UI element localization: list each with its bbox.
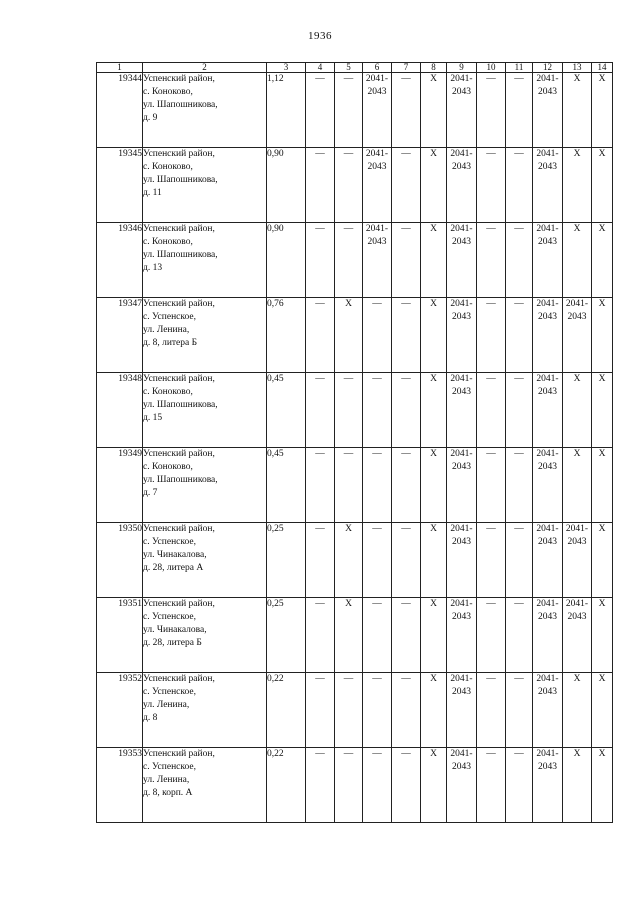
data-cell: —	[477, 523, 506, 598]
year-range-part: 2041-	[450, 674, 473, 684]
page-number: 1936	[308, 30, 332, 42]
data-cell: —	[306, 298, 335, 373]
table-row	[97, 73, 613, 148]
data-cell	[447, 298, 477, 373]
year-range-part: 2043	[452, 387, 471, 397]
data-cell: —	[306, 148, 335, 223]
data-cell	[563, 523, 592, 598]
data-cell: X	[592, 73, 613, 148]
table-header	[97, 63, 613, 73]
year-range-part: 2041-	[565, 524, 589, 534]
data-cell: X	[421, 223, 447, 298]
data-cell: —	[477, 673, 506, 748]
area-value: 1,12	[267, 73, 306, 148]
table-row	[97, 448, 613, 523]
address-line: д. 28, литера Б	[143, 638, 202, 648]
data-cell: —	[306, 523, 335, 598]
table-row	[97, 598, 613, 673]
table-body	[97, 73, 613, 823]
address-line: ул. Шапошникова,	[143, 475, 218, 485]
year-range-part: 2041-	[365, 74, 389, 84]
data-cell: —	[506, 223, 533, 298]
data-cell: —	[363, 598, 392, 673]
column-header: 8	[421, 63, 447, 73]
address-line: Успенский район,	[143, 74, 215, 84]
data-cell: X	[563, 73, 592, 148]
year-range-part: 2043	[538, 462, 557, 472]
column-header: 2	[143, 63, 267, 73]
year-range-part: 2043	[538, 762, 557, 772]
record-number: 19353	[97, 748, 143, 823]
table-row	[97, 673, 613, 748]
data-cell: —	[392, 148, 421, 223]
data-cell: —	[392, 298, 421, 373]
data-cell: —	[477, 148, 506, 223]
address-line: с. Коноково,	[143, 87, 193, 97]
data-cell: X	[563, 373, 592, 448]
year-range-part: 2041-	[536, 74, 559, 84]
data-cell	[533, 748, 563, 823]
address-line: ул. Чинакалова,	[143, 625, 207, 635]
data-cell: —	[506, 748, 533, 823]
data-cell: —	[335, 373, 363, 448]
data-cell: —	[506, 523, 533, 598]
data-cell: —	[506, 298, 533, 373]
address-line: д. 15	[143, 413, 163, 423]
data-cell	[533, 673, 563, 748]
data-cell: X	[335, 598, 363, 673]
address-line: ул. Ленина,	[143, 325, 190, 335]
address-line: Успенский район,	[143, 224, 215, 234]
year-range-part: 2043	[367, 237, 387, 247]
data-cell: —	[392, 223, 421, 298]
column-header: 11	[506, 63, 533, 73]
address-cell	[143, 598, 267, 673]
address-line: с. Успенское,	[143, 312, 196, 322]
area-value: 0,25	[267, 598, 306, 673]
area-value: 0,25	[267, 523, 306, 598]
data-cell: —	[363, 448, 392, 523]
data-cell: —	[477, 298, 506, 373]
table-row	[97, 748, 613, 823]
year-range-part: 2041-	[536, 224, 559, 234]
data-cell: —	[506, 673, 533, 748]
record-number: 19349	[97, 448, 143, 523]
address-cell	[143, 73, 267, 148]
year-range-part: 2043	[538, 537, 557, 547]
data-cell: —	[477, 598, 506, 673]
data-cell: —	[335, 748, 363, 823]
data-cell: —	[335, 448, 363, 523]
column-header: 9	[447, 63, 477, 73]
data-cell: X	[421, 748, 447, 823]
year-range-part: 2043	[367, 87, 387, 97]
address-line: Успенский район,	[143, 599, 215, 609]
data-cell	[563, 298, 592, 373]
data-cell: —	[335, 223, 363, 298]
year-range-part: 2043	[567, 612, 587, 622]
column-header: 4	[306, 63, 335, 73]
address-cell	[143, 448, 267, 523]
year-range-part: 2041-	[450, 524, 473, 534]
data-cell	[533, 448, 563, 523]
address-line: Успенский район,	[143, 149, 215, 159]
data-cell: X	[592, 673, 613, 748]
data-cell: X	[592, 598, 613, 673]
address-line: ул. Шапошникова,	[143, 250, 218, 260]
year-range-part: 2041-	[450, 299, 473, 309]
address-line: с. Успенское,	[143, 537, 196, 547]
data-cell: X	[421, 673, 447, 748]
header-row	[97, 63, 613, 73]
address-line: Успенский район,	[143, 449, 215, 459]
area-value: 0,22	[267, 673, 306, 748]
column-header: 3	[267, 63, 306, 73]
data-cell	[447, 748, 477, 823]
address-line: д. 8, корп. А	[143, 788, 193, 798]
year-range-part: 2041-	[450, 449, 473, 459]
data-cell: —	[506, 598, 533, 673]
column-header: 7	[392, 63, 421, 73]
address-line: Успенский район,	[143, 749, 215, 759]
address-line: Успенский район,	[143, 299, 215, 309]
year-range-part: 2043	[567, 537, 587, 547]
data-cell	[533, 523, 563, 598]
year-range-part: 2043	[538, 237, 557, 247]
data-cell	[533, 223, 563, 298]
address-line: с. Коноково,	[143, 162, 193, 172]
data-cell: —	[477, 748, 506, 823]
address-line: д. 8, литера Б	[143, 338, 198, 348]
year-range-part: 2041-	[450, 599, 473, 609]
data-cell: —	[306, 598, 335, 673]
data-cell: X	[421, 598, 447, 673]
data-cell	[363, 73, 392, 148]
address-line: д. 8	[143, 713, 158, 723]
data-cell	[447, 223, 477, 298]
data-cell: —	[477, 223, 506, 298]
data-cell: X	[592, 223, 613, 298]
data-cell: —	[363, 523, 392, 598]
address-line: с. Коноково,	[143, 237, 193, 247]
data-cell	[363, 148, 392, 223]
address-line: д. 7	[143, 488, 158, 498]
data-cell: —	[363, 298, 392, 373]
table-row	[97, 223, 613, 298]
data-cell: —	[506, 73, 533, 148]
record-number: 19344	[97, 73, 143, 148]
data-cell	[533, 373, 563, 448]
year-range-part: 2043	[452, 87, 471, 97]
year-range-part: 2041-	[536, 374, 559, 384]
address-line: д. 11	[143, 188, 162, 198]
data-cell: X	[592, 298, 613, 373]
record-number: 19345	[97, 148, 143, 223]
data-cell: —	[335, 148, 363, 223]
data-cell: X	[592, 448, 613, 523]
data-cell	[447, 73, 477, 148]
record-number: 19352	[97, 673, 143, 748]
year-range-part: 2041-	[450, 374, 473, 384]
year-range-part: 2043	[538, 387, 557, 397]
address-line: д. 13	[143, 263, 163, 273]
year-range-part: 2043	[538, 612, 557, 622]
data-cell: X	[421, 448, 447, 523]
table-row	[97, 373, 613, 448]
year-range-part: 2043	[452, 762, 471, 772]
year-range-part: 2043	[452, 462, 471, 472]
address-line: Успенский район,	[143, 374, 215, 384]
year-range-part: 2041-	[365, 149, 389, 159]
data-cell: —	[363, 373, 392, 448]
year-range-part: 2041-	[536, 149, 559, 159]
data-cell	[563, 598, 592, 673]
year-range-part: 2041-	[565, 299, 589, 309]
data-cell: X	[563, 148, 592, 223]
data-cell	[447, 148, 477, 223]
registry-table	[96, 62, 613, 823]
table-row	[97, 523, 613, 598]
column-header: 5	[335, 63, 363, 73]
year-range-part: 2041-	[536, 749, 559, 759]
data-cell: X	[421, 523, 447, 598]
address-line: ул. Ленина,	[143, 700, 190, 710]
data-cell: —	[392, 373, 421, 448]
data-cell: —	[506, 373, 533, 448]
address-cell	[143, 298, 267, 373]
address-cell	[143, 748, 267, 823]
address-line: с. Успенское,	[143, 612, 196, 622]
address-line: с. Коноково,	[143, 387, 193, 397]
data-cell	[447, 598, 477, 673]
year-range-part: 2041-	[450, 149, 473, 159]
column-header: 6	[363, 63, 392, 73]
record-number: 19346	[97, 223, 143, 298]
area-value: 0,22	[267, 748, 306, 823]
data-cell: X	[563, 673, 592, 748]
data-cell: —	[392, 73, 421, 148]
address-cell	[143, 673, 267, 748]
data-cell: —	[477, 73, 506, 148]
year-range-part: 2041-	[565, 599, 589, 609]
record-number: 19348	[97, 373, 143, 448]
data-cell: —	[306, 373, 335, 448]
year-range-part: 2041-	[536, 449, 559, 459]
record-number: 19347	[97, 298, 143, 373]
year-range-part: 2041-	[536, 599, 559, 609]
year-range-part: 2043	[538, 687, 557, 697]
year-range-part: 2043	[452, 312, 471, 322]
data-cell	[363, 223, 392, 298]
data-cell: —	[306, 223, 335, 298]
data-cell: X	[592, 148, 613, 223]
area-value: 0,45	[267, 373, 306, 448]
year-range-part: 2043	[538, 162, 557, 172]
address-cell	[143, 373, 267, 448]
column-header: 10	[477, 63, 506, 73]
record-number: 19350	[97, 523, 143, 598]
year-range-part: 2041-	[365, 224, 389, 234]
address-line: ул. Шапошникова,	[143, 100, 218, 110]
table-row	[97, 298, 613, 373]
address-line: д. 9	[143, 113, 158, 123]
address-cell	[143, 223, 267, 298]
year-range-part: 2043	[367, 162, 387, 172]
data-cell: —	[392, 748, 421, 823]
year-range-part: 2041-	[536, 299, 559, 309]
data-cell: —	[335, 73, 363, 148]
address-line: д. 28, литера А	[143, 563, 204, 573]
data-cell: X	[592, 748, 613, 823]
data-cell: —	[477, 373, 506, 448]
address-line: с. Коноково,	[143, 462, 193, 472]
address-cell	[143, 148, 267, 223]
year-range-part: 2043	[452, 687, 471, 697]
data-cell	[533, 598, 563, 673]
data-cell: —	[306, 448, 335, 523]
data-cell	[447, 448, 477, 523]
year-range-part: 2041-	[450, 224, 473, 234]
address-line: с. Успенское,	[143, 687, 196, 697]
record-number: 19351	[97, 598, 143, 673]
year-range-part: 2043	[452, 612, 471, 622]
column-header: 1	[97, 63, 143, 73]
data-cell: —	[392, 673, 421, 748]
data-cell: X	[421, 298, 447, 373]
area-value: 0,45	[267, 448, 306, 523]
year-range-part: 2043	[452, 162, 471, 172]
data-cell: X	[335, 298, 363, 373]
data-cell	[533, 148, 563, 223]
year-range-part: 2043	[538, 312, 557, 322]
column-header: 14	[592, 63, 613, 73]
year-range-part: 2043	[452, 537, 471, 547]
area-value: 0,90	[267, 223, 306, 298]
address-line: ул. Шапошникова,	[143, 400, 218, 410]
data-cell: —	[506, 148, 533, 223]
address-line: с. Успенское,	[143, 762, 196, 772]
data-cell: —	[392, 448, 421, 523]
year-range-part: 2041-	[536, 674, 559, 684]
data-cell: —	[306, 73, 335, 148]
area-value: 0,76	[267, 298, 306, 373]
data-cell	[447, 523, 477, 598]
area-value: 0,90	[267, 148, 306, 223]
column-header: 12	[533, 63, 563, 73]
data-cell: —	[335, 673, 363, 748]
address-line: ул. Чинакалова,	[143, 550, 207, 560]
year-range-part: 2043	[452, 237, 471, 247]
year-range-part: 2041-	[450, 74, 473, 84]
data-cell: —	[363, 748, 392, 823]
year-range-part: 2041-	[450, 749, 473, 759]
address-line: ул. Ленина,	[143, 775, 190, 785]
column-header: 13	[563, 63, 592, 73]
data-cell: X	[592, 523, 613, 598]
year-range-part: 2041-	[536, 524, 559, 534]
data-cell	[447, 373, 477, 448]
data-cell: —	[306, 748, 335, 823]
data-cell: —	[477, 448, 506, 523]
data-cell: —	[363, 673, 392, 748]
address-cell	[143, 523, 267, 598]
data-cell: —	[306, 673, 335, 748]
data-cell: X	[592, 373, 613, 448]
data-cell: X	[563, 223, 592, 298]
address-line: ул. Шапошникова,	[143, 175, 218, 185]
table-row	[97, 148, 613, 223]
data-cell: X	[563, 448, 592, 523]
data-cell: X	[421, 73, 447, 148]
data-cell	[533, 298, 563, 373]
data-cell: X	[421, 148, 447, 223]
data-cell	[533, 73, 563, 148]
year-range-part: 2043	[538, 87, 557, 97]
address-line: Успенский район,	[143, 674, 215, 684]
data-cell: —	[392, 523, 421, 598]
data-cell: —	[506, 448, 533, 523]
year-range-part: 2043	[567, 312, 587, 322]
data-cell: X	[335, 523, 363, 598]
address-line: Успенский район,	[143, 524, 215, 534]
data-cell: —	[392, 598, 421, 673]
data-cell: X	[563, 748, 592, 823]
data-cell: X	[421, 373, 447, 448]
data-cell	[447, 673, 477, 748]
